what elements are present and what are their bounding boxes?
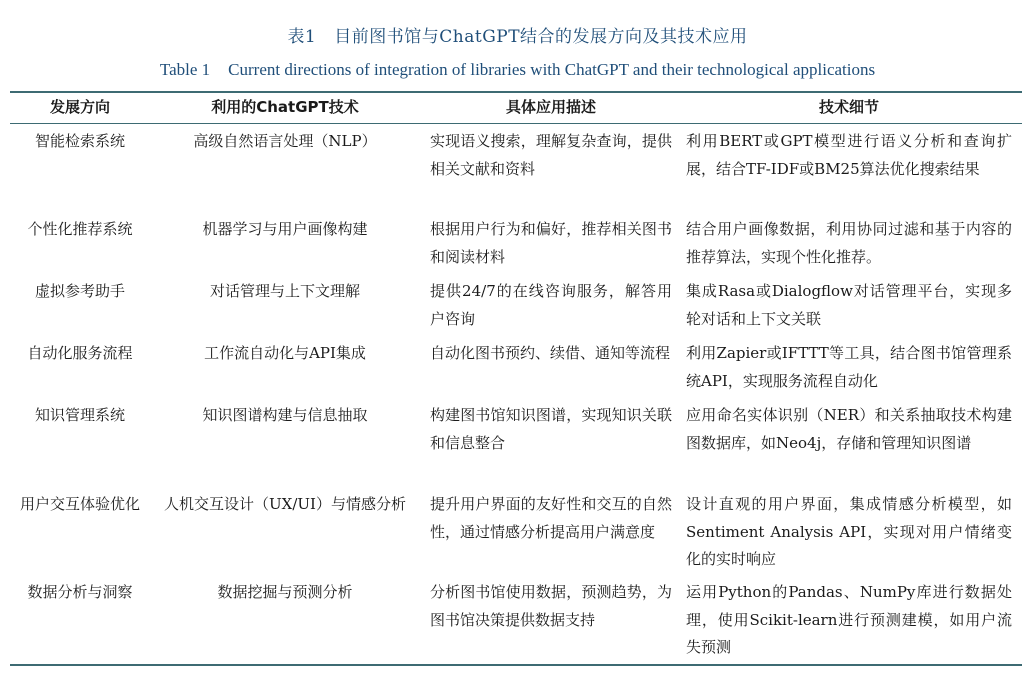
table-title-zh: 目前图书馆与ChatGPT结合的发展方向及其技术应用 <box>334 27 748 47</box>
cell-description: 分析图书馆使用数据，预测趋势，为图书馆决策提供数据支持 <box>430 583 672 629</box>
cell-description: 根据用户行为和偏好，推荐相关图书和阅读材料 <box>430 220 672 266</box>
cell-details: 设计直观的用户界面，集成情感分析模型，如Sentiment Analysis API，实现对用户情绪变化的实时响应 <box>686 495 1012 568</box>
table-header-rule <box>10 123 1022 124</box>
header-description: 具体应用描述 <box>505 98 596 116</box>
cell-direction: 智能检索系统 <box>34 132 125 150</box>
cell-technology: 机器学习与用户画像构建 <box>202 220 368 238</box>
cell-description: 提升用户界面的友好性和交互的自然性，通过情感分析提高用户满意度 <box>430 495 672 541</box>
cell-technology: 高级自然语言处理（NLP） <box>193 132 377 150</box>
header-details: 技术细节 <box>818 98 879 116</box>
table-bottom-rule <box>10 664 1022 666</box>
cell-description: 自动化图书预约、续借、通知等流程 <box>430 344 671 362</box>
table-caption-zh <box>0 22 1035 47</box>
table-number-zh: 表1 <box>287 27 317 47</box>
cell-details: 结合用户画像数据，利用协同过滤和基于内容的推荐算法，实现个性化推荐。 <box>686 220 1012 266</box>
cell-direction: 知识管理系统 <box>34 406 125 424</box>
cell-direction: 虚拟参考助手 <box>34 282 125 300</box>
cell-direction: 个性化推荐系统 <box>27 220 133 238</box>
cell-description: 提供24/7的在线咨询服务，解答用户咨询 <box>430 282 672 328</box>
cell-details: 利用Zapier或IFTTT等工具，结合图书馆管理系统API，实现服务流程自动化 <box>686 344 1012 390</box>
table-number-en: Table 1 <box>159 60 211 79</box>
cell-details: 应用命名实体识别（NER）和关系抽取技术构建图数据库，如Neo4j，存储和管理知识图谱 <box>686 406 1012 452</box>
cell-details: 利用BERT或GPT模型进行语义分析和查询扩展，结合TF-IDF或BM25算法优化搜索结果 <box>686 132 1012 178</box>
cell-details: 运用Python的Pandas、NumPy库进行数据处理，使用Scikit-learn进行预测建模，如用户流失预测 <box>686 583 1012 656</box>
cell-technology: 工作流自动化与API集成 <box>204 344 366 362</box>
table-caption-en <box>0 60 1035 80</box>
cell-technology: 人机交互设计（UX/UI）与情感分析 <box>164 495 406 513</box>
header-technology: 利用的ChatGPT技术 <box>211 98 359 116</box>
cell-technology: 对话管理与上下文理解 <box>209 282 360 300</box>
cell-technology: 数据挖掘与预测分析 <box>217 583 353 601</box>
cell-technology: 知识图谱构建与信息抽取 <box>202 406 368 424</box>
cell-direction: 用户交互体验优化 <box>19 495 140 513</box>
cell-description: 实现语义搜索，理解复杂查询，提供相关文献和资料 <box>430 132 672 178</box>
cell-direction: 自动化服务流程 <box>27 344 133 362</box>
cell-details: 集成Rasa或Dialogflow对话管理平台，实现多轮对话和上下文关联 <box>686 282 1012 328</box>
cell-description: 构建图书馆知识图谱，实现知识关联和信息整合 <box>430 406 672 452</box>
cell-direction: 数据分析与洞察 <box>27 583 133 601</box>
header-direction: 发展方向 <box>49 98 110 116</box>
table-title-en: Current directions of integration of libraries with ChatGPT and their technological applications <box>228 60 876 79</box>
